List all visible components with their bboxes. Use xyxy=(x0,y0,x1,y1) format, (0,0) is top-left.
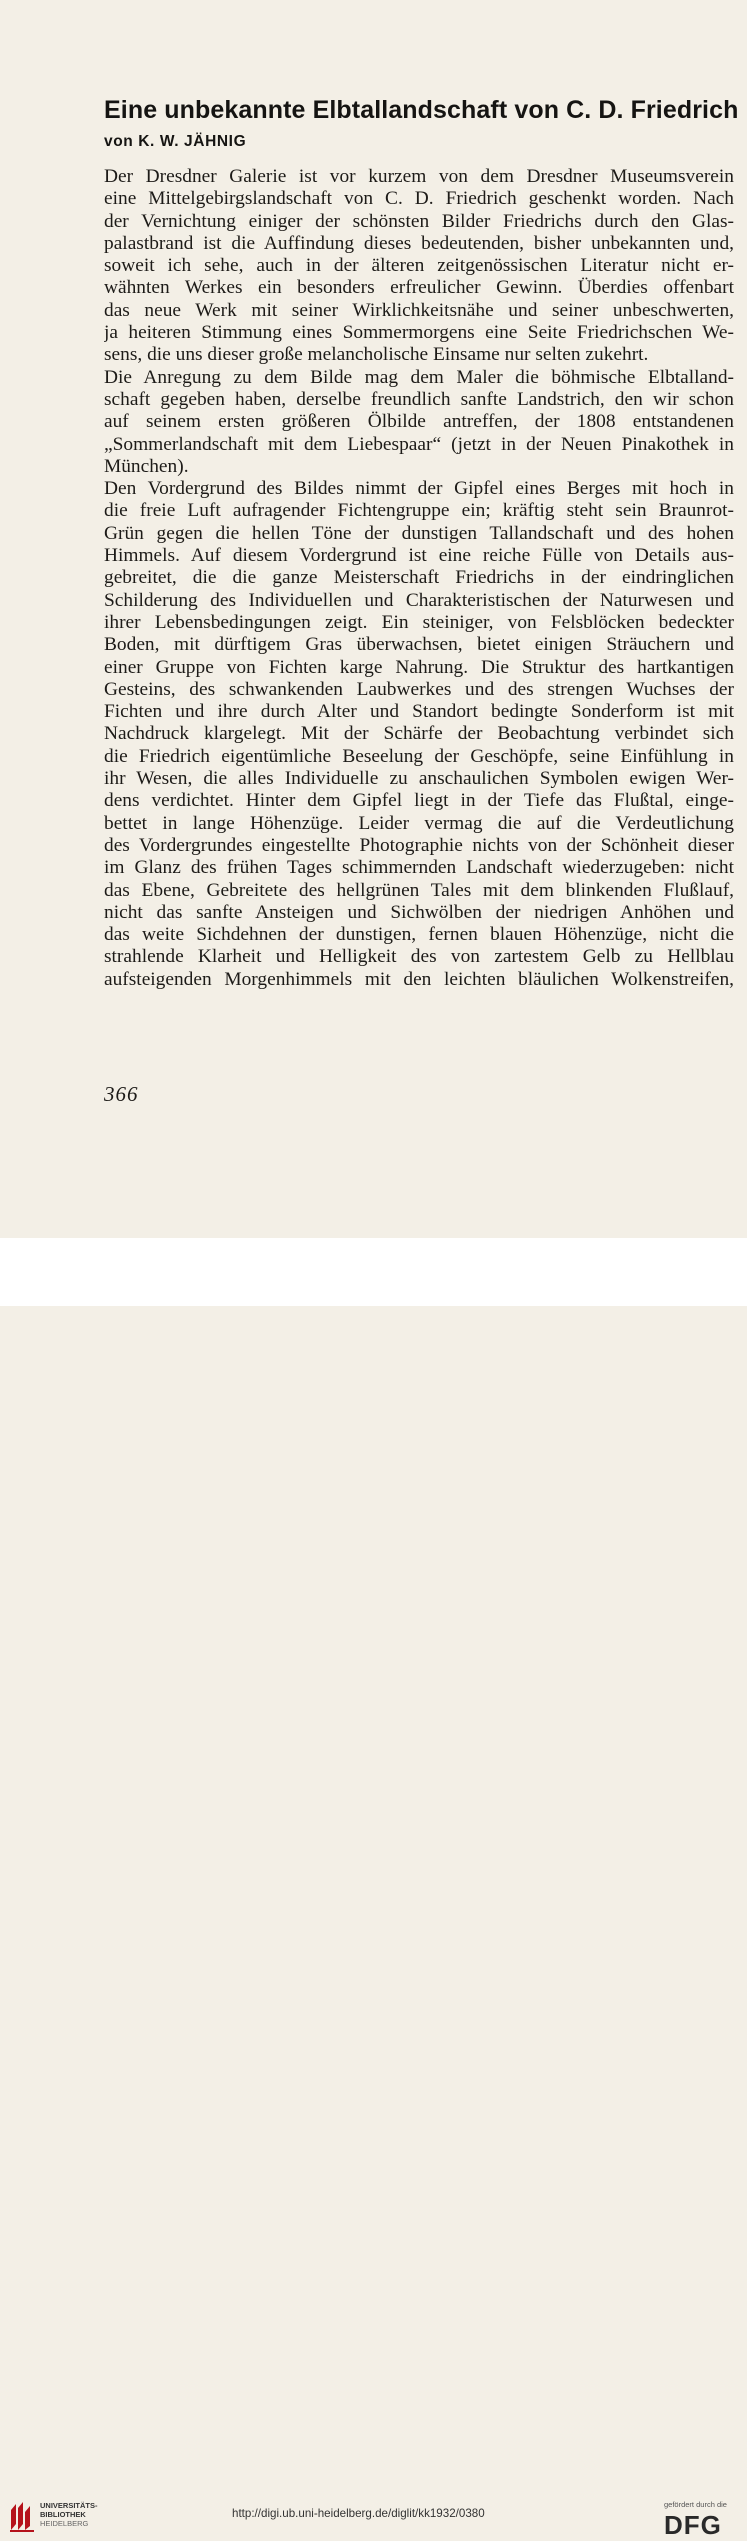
text-line: Schilderung des Individuellen und Charakteristischen der Naturwesen und xyxy=(104,589,734,611)
text-line: München). xyxy=(104,455,189,477)
text-line: sens, die uns dieser große melancholische Einsame nur selten zukehrt. xyxy=(104,344,649,366)
text-line: Grün gegen die hellen Töne der dunstigen Tallandschaft und des hohen xyxy=(104,522,734,544)
text-line: Boden, mit dürftigem Gras überwachsen, bietet einigen Sträuchern und xyxy=(104,634,734,656)
permalink-url[interactable]: http://digi.ub.uni-heidelberg.de/diglit/kk1932/0380 xyxy=(232,2507,485,2520)
sponsor-caption: gefördert durch die xyxy=(664,2500,727,2509)
paragraph-2 xyxy=(104,367,734,478)
text-line: die freie Luft aufragender Fichtengruppe ein; kräftig steht sein Braunrot- xyxy=(104,500,734,522)
text-line: Himmels. Auf diesem Vordergrund ist eine reiche Fülle von Details aus- xyxy=(104,545,734,567)
digitization-footer xyxy=(0,1238,747,2540)
text-line: der Vernichtung einiger der schönsten Bilder Friedrichs durch den Glas- xyxy=(104,210,734,232)
text-line: ja heiteren Stimmung eines Sommermorgens eine Seite Friedrichschen We- xyxy=(104,322,734,344)
text-line: des Vordergrundes eingestellte Photographie nichts von der Schönheit dieser xyxy=(104,834,734,856)
text-line: eine Mittelgebirgslandschaft von C. D. Friedrich geschenkt worden. Nach xyxy=(104,188,734,210)
text-line: Der Dresdner Galerie ist vor kurzem von dem Dresdner Museumsverein xyxy=(104,166,734,187)
text-line: bettet in lange Höhenzüge. Leider vermag die auf die Verdeutlichung xyxy=(104,812,734,834)
library-name-line: UNIVERSITÄTS- xyxy=(40,2501,98,2510)
library-name[interactable] xyxy=(40,2501,98,2528)
text-line: soweit ich sehe, auch in der älteren zeitgenössischen Literatur nicht er- xyxy=(104,255,734,277)
text-line: palastbrand ist die Auffindung dieses bedeutenden, bisher unbekannten und, xyxy=(104,232,734,254)
text-line: das Ebene, Gebreitete des hellgrünen Tales mit dem blinkenden Flußlauf, xyxy=(104,879,734,901)
page-number: 366 xyxy=(104,1082,139,1106)
text-line: Nachdruck klargelegt. Mit der Schärfe der Beobachtung verbindet sich xyxy=(104,723,734,745)
text-line: einer Gruppe von Fichten karge Nahrung. Die Struktur des hartkantigen xyxy=(104,656,734,678)
text-line: aufsteigenden Morgenhimmels mit den leichten bläulichen Wolkenstreifen, xyxy=(104,968,734,990)
text-line: wähnten Werkes ein besonders erfreulicher Gewinn. Überdies offenbart xyxy=(104,277,734,299)
text-line: dens verdichtet. Hinter dem Gipfel liegt in der Tiefe das Flußtal, einge- xyxy=(104,790,734,812)
text-line: ihr Wesen, die alles Individuelle zu anschaulichen Symbolen ewigen Wer- xyxy=(104,768,734,790)
text-line: das neue Werk mit seiner Wirklichkeitsnähe und seiner unbeschwerten, xyxy=(104,299,734,321)
library-name-line: BIBLIOTHEK xyxy=(40,2510,86,2519)
paragraph-3 xyxy=(104,478,734,991)
text-line: Fichten und ihre durch Alter und Standort bedingte Sonderform ist mit xyxy=(104,701,734,723)
ub-heidelberg-logo-icon[interactable] xyxy=(8,2500,36,2532)
text-line: Den Vordergrund des Bildes nimmt der Gipfel eines Berges mit hoch in xyxy=(104,478,734,500)
text-line: die Friedrich eigentümliche Beseelung der Geschöpfe, seine Einfühlung in xyxy=(104,745,734,767)
library-name-line: HEIDELBERG xyxy=(40,2519,89,2528)
article-body xyxy=(104,166,734,991)
text-line: strahlende Klarheit und Helligkeit des von zartestem Gelb zu Hellblau xyxy=(104,946,734,968)
article-byline: von K. W. JÄHNIG xyxy=(104,133,247,150)
paragraph-1 xyxy=(104,166,734,367)
text-line: auf seinem ersten größeren Ölbilde antreffen, der 1808 entstandenen xyxy=(104,411,734,433)
text-line: „Sommerlandschaft mit dem Liebespaar“ (jetzt in der Neuen Pinakothek in xyxy=(104,433,734,455)
text-line: das weite Sichdehnen der dunstigen, fernen blauen Höhenzüge, nicht die xyxy=(104,924,734,946)
dfg-logo[interactable]: DFG xyxy=(664,2510,722,2540)
article-title: Eine unbekannte Elbtallandschaft von C. D. Friedrich xyxy=(104,96,739,124)
text-line: schaft gegeben haben, derselbe freundlich sanfte Landstrich, den wir schon xyxy=(104,388,734,410)
text-line: nicht das sanfte Ansteigen und Sichwölben der niedrigen Anhöhen und xyxy=(104,901,734,923)
text-line: gebreitet, die die ganze Meisterschaft Friedrichs in der eindringlichen xyxy=(104,567,734,589)
text-line: Gesteins, des schwankenden Laubwerkes und des strengen Wuchses der xyxy=(104,678,734,700)
text-line: ihrer Lebensbedingungen zeigt. Ein steiniger, von Felsblöcken bedeckter xyxy=(104,611,734,633)
text-line: im Glanz des frühen Tages schimmernden Landschaft wiederzugeben: nicht xyxy=(104,857,734,879)
text-line: Die Anregung zu dem Bilde mag dem Maler die böhmische Elbtalland- xyxy=(104,366,734,388)
scanned-page xyxy=(0,0,747,1238)
